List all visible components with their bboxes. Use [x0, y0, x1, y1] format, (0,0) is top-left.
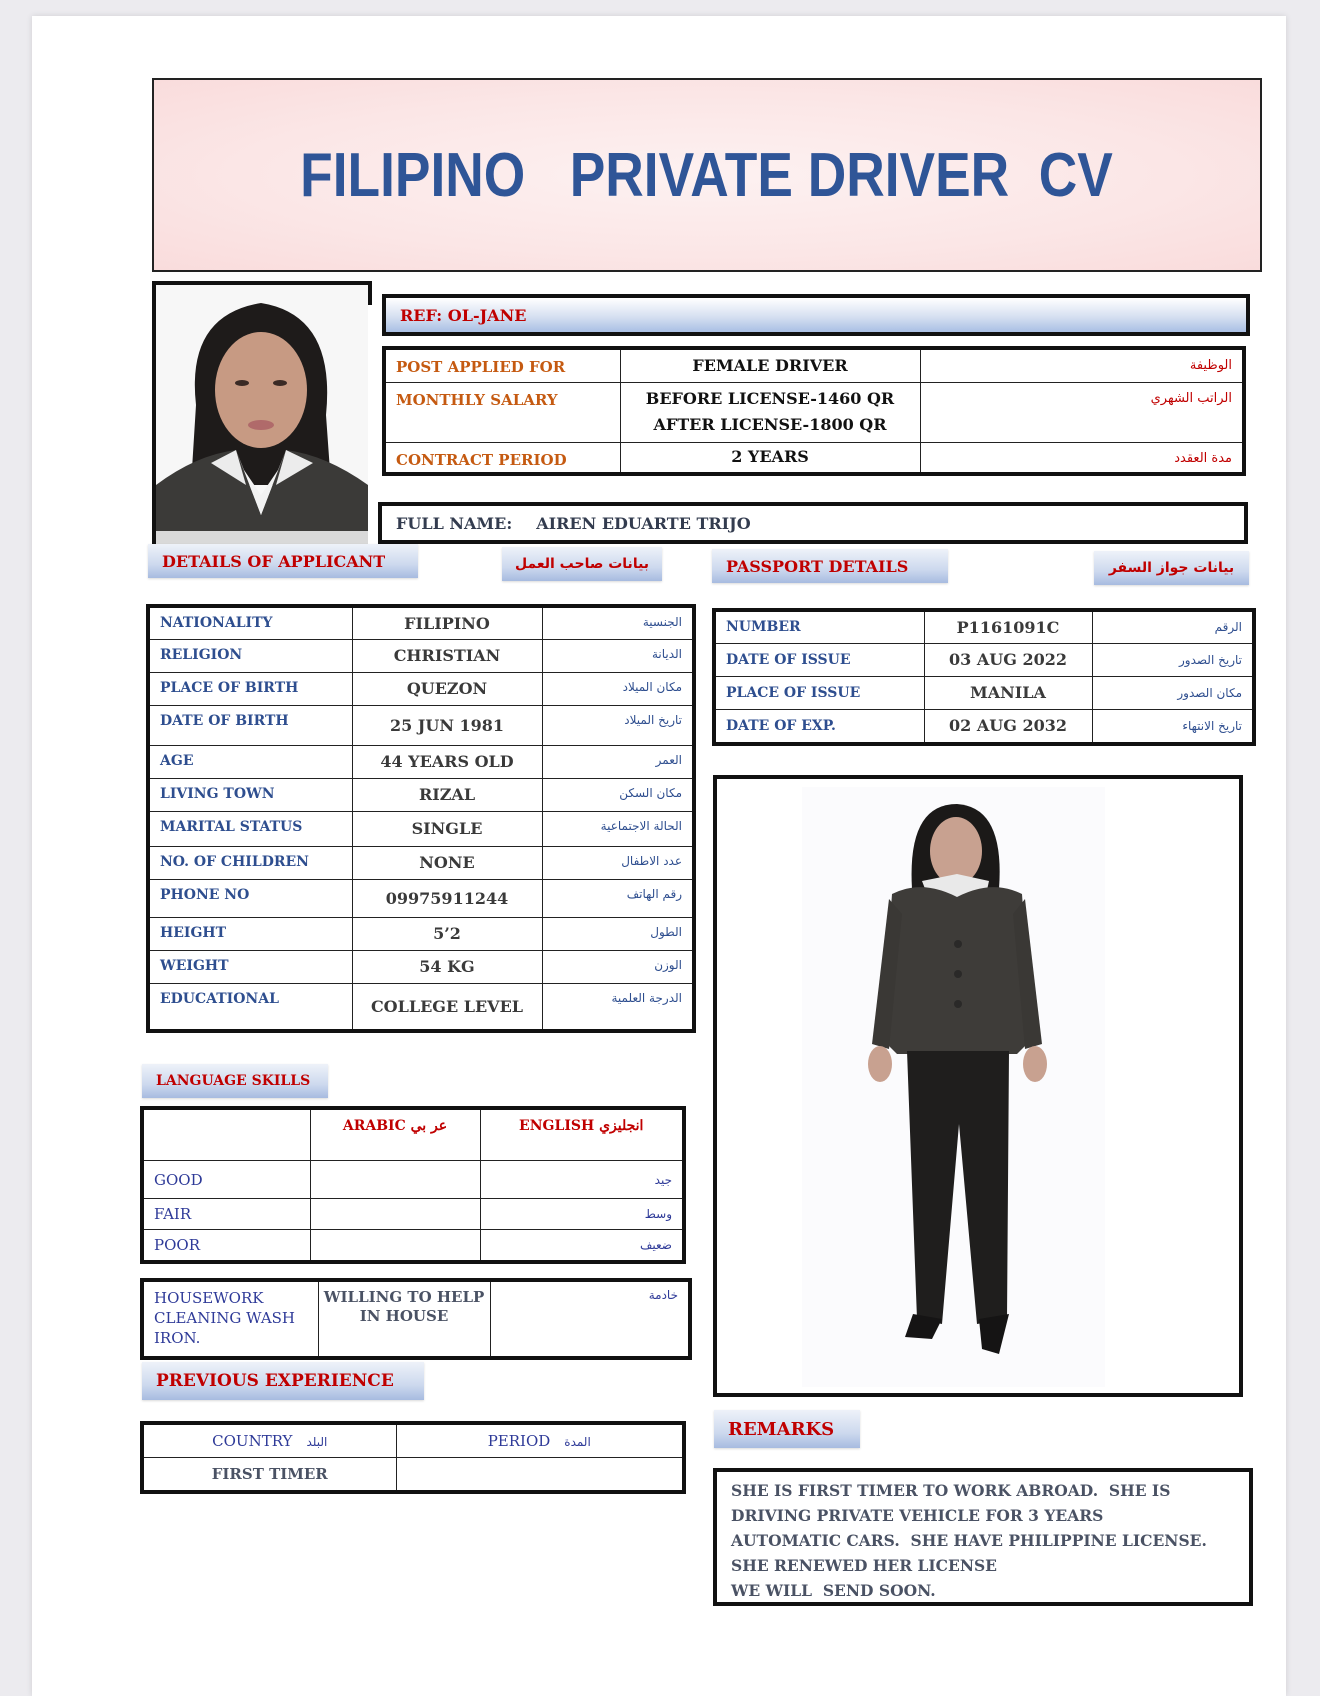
- housework-value-line: WILLING TO HELP: [323, 1288, 485, 1306]
- details-arabic: الطول: [542, 917, 694, 950]
- salary-before-license: BEFORE LICENSE-1460 QR: [645, 389, 895, 408]
- details-arabic: مكان السكن: [542, 778, 694, 811]
- table-row: [148, 950, 694, 983]
- full-body-photo: [713, 775, 1243, 1397]
- passport-value: P1161091C: [924, 610, 1092, 643]
- exp-period-label: PERIOD: [487, 1432, 551, 1450]
- details-label: HEIGHT: [148, 917, 352, 950]
- cv-page: [32, 16, 1286, 1696]
- table-row: [148, 639, 694, 672]
- remarks-heading-text: REMARKS: [728, 1418, 835, 1440]
- passport-label: PLACE OF ISSUE: [714, 676, 924, 709]
- details-label: MARITAL STATUS: [148, 811, 352, 846]
- housework-value: [318, 1280, 490, 1358]
- details-arabic: رقم الهاتف: [542, 879, 694, 917]
- details-label: NATIONALITY: [148, 606, 352, 639]
- passport-label: DATE OF EXP.: [714, 709, 924, 744]
- language-skills-table: [140, 1106, 686, 1264]
- details-arabic: تاريخ الميلاد: [542, 705, 694, 745]
- details-label: LIVING TOWN: [148, 778, 352, 811]
- contract-period-label: CONTRACT PERIOD: [384, 442, 620, 474]
- applicant-details-table: [146, 604, 696, 1033]
- table-row: [384, 382, 1244, 442]
- details-heading: [148, 544, 418, 578]
- table-row: [714, 676, 1254, 709]
- passport-heading: [712, 549, 948, 583]
- post-applied-label: POST APPLIED FOR: [384, 348, 620, 382]
- housework-line: IRON.: [154, 1329, 201, 1347]
- table-row: [142, 1108, 684, 1161]
- title-banner: [152, 78, 1262, 272]
- monthly-salary-label: MONTHLY SALARY: [384, 382, 620, 442]
- full-name-value: AIREN EDUARTE TRIJO: [536, 513, 751, 533]
- lang-level-good-arabic: جيد: [480, 1161, 684, 1199]
- monthly-salary-value: [620, 382, 920, 442]
- table-row: [142, 1161, 684, 1199]
- table-row: [148, 917, 694, 950]
- details-heading-text: DETAILS OF APPLICANT: [162, 551, 386, 571]
- contract-period-value: 2 YEARS: [620, 442, 920, 474]
- lang-level-poor-arabic: ضعيف: [480, 1230, 684, 1263]
- details-label: AGE: [148, 745, 352, 778]
- details-label: NO. OF CHILDREN: [148, 846, 352, 879]
- lang-arabic-fair: [310, 1199, 480, 1230]
- details-label: WEIGHT: [148, 950, 352, 983]
- details-value: FILIPINO: [352, 606, 542, 639]
- table-row: [142, 1423, 684, 1458]
- exp-country-arabic: البلد: [306, 1435, 328, 1449]
- housework-line: HOUSEWORK: [154, 1289, 264, 1307]
- details-arabic: الحالة الاجتماعية: [542, 811, 694, 846]
- language-heading: [142, 1064, 328, 1098]
- passport-arabic: مكان الصدور: [1092, 676, 1254, 709]
- details-arabic: الدرجة العلمية: [542, 983, 694, 1031]
- remarks-line: WE WILL SEND SOON.: [731, 1581, 936, 1600]
- exp-period-arabic: المدة: [564, 1435, 591, 1449]
- portrait-photo: [152, 281, 372, 559]
- lang-header-arabic: ARABIC عر بي: [310, 1108, 480, 1161]
- full-body-photo-image: [717, 779, 1239, 1393]
- lang-level-poor: POOR: [142, 1230, 310, 1263]
- passport-table: [712, 608, 1256, 746]
- portrait-photo-image: [156, 285, 368, 547]
- details-label: PHONE NO: [148, 879, 352, 917]
- passport-arabic: تاريخ الانتهاء: [1092, 709, 1254, 744]
- experience-heading-text: PREVIOUS EXPERIENCE: [156, 1371, 394, 1391]
- full-name-label: FULL NAME:: [396, 513, 513, 533]
- details-value: CHRISTIAN: [352, 639, 542, 672]
- lang-level-fair-arabic: وسط: [480, 1199, 684, 1230]
- details-value: 09975911244: [352, 879, 542, 917]
- passport-arabic: الرقم: [1092, 610, 1254, 643]
- table-row: [148, 705, 694, 745]
- details-value: 5’2: [352, 917, 542, 950]
- details-value: NONE: [352, 846, 542, 879]
- contract-period-arabic: مدة العقدد: [920, 442, 1244, 474]
- experience-table: [140, 1421, 686, 1494]
- table-row: [148, 606, 694, 639]
- passport-arabic: تاريخ الصدور: [1092, 643, 1254, 676]
- remarks-line: SHE RENEWED HER LICENSE: [731, 1556, 997, 1575]
- exp-period-value: [396, 1458, 684, 1493]
- table-row: [714, 643, 1254, 676]
- details-label: DATE OF BIRTH: [148, 705, 352, 745]
- details-value: RIZAL: [352, 778, 542, 811]
- table-row: [384, 442, 1244, 474]
- table-row: [148, 879, 694, 917]
- table-row: [148, 811, 694, 846]
- remarks-line: DRIVING PRIVATE VEHICLE FOR 3 YEARS: [731, 1506, 1104, 1525]
- housework-table: [140, 1278, 692, 1360]
- reference-code: REF: OL-JANE: [400, 305, 527, 325]
- lang-header-blank: [142, 1108, 310, 1161]
- passport-heading-arabic-text: بيانات جواز السفر: [1108, 560, 1235, 576]
- salary-after-license: AFTER LICENSE-1800 QR: [653, 415, 887, 434]
- lang-level-fair: FAIR: [142, 1199, 310, 1230]
- page-title: FILIPINO PRIVATE DRIVER CV: [300, 140, 1114, 210]
- details-arabic: الديانة: [542, 639, 694, 672]
- full-name-bar: [378, 502, 1248, 544]
- details-arabic: الجنسية: [542, 606, 694, 639]
- post-applied-value: FEMALE DRIVER: [620, 348, 920, 382]
- details-heading-arabic: [502, 547, 662, 581]
- monthly-salary-arabic: الراتب الشهري: [920, 382, 1244, 442]
- passport-label: DATE OF ISSUE: [714, 643, 924, 676]
- table-row: [148, 983, 694, 1031]
- housework-value-line: IN HOUSE: [359, 1307, 449, 1325]
- lang-level-good: GOOD: [142, 1161, 310, 1199]
- details-value: SINGLE: [352, 811, 542, 846]
- experience-heading: [142, 1362, 424, 1400]
- details-value: 44 YEARS OLD: [352, 745, 542, 778]
- table-row: [142, 1230, 684, 1263]
- table-row: [384, 348, 1244, 382]
- details-value: 54 KG: [352, 950, 542, 983]
- details-label: EDUCATIONAL: [148, 983, 352, 1031]
- post-applied-arabic: الوظيفة: [920, 348, 1244, 382]
- passport-label: NUMBER: [714, 610, 924, 643]
- language-heading-text: LANGUAGE SKILLS: [156, 1073, 311, 1089]
- remarks-line: AUTOMATIC CARS. SHE HAVE PHILIPPINE LICENSE.: [731, 1531, 1207, 1550]
- exp-header-country: [142, 1423, 396, 1458]
- reference-bar: [382, 294, 1250, 336]
- housework-label: [142, 1280, 318, 1358]
- remarks-heading: [714, 1410, 860, 1448]
- table-row: [148, 745, 694, 778]
- table-row: [142, 1458, 684, 1493]
- table-row: [148, 846, 694, 879]
- lang-header-english: ENGLISH انجليزي: [480, 1108, 684, 1161]
- remarks-line: SHE IS FIRST TIMER TO WORK ABROAD. SHE IS: [731, 1481, 1171, 1500]
- passport-value: 02 AUG 2032: [924, 709, 1092, 744]
- passport-value: MANILA: [924, 676, 1092, 709]
- details-arabic: عدد الاطفال: [542, 846, 694, 879]
- table-row: [148, 778, 694, 811]
- details-label: RELIGION: [148, 639, 352, 672]
- table-row: [714, 709, 1254, 744]
- exp-country-label: COUNTRY: [212, 1432, 293, 1450]
- passport-heading-text: PASSPORT DETAILS: [726, 556, 909, 576]
- details-value: COLLEGE LEVEL: [352, 983, 542, 1031]
- exp-header-period: [396, 1423, 684, 1458]
- details-arabic: الوزن: [542, 950, 694, 983]
- housework-arabic: خادمة: [490, 1280, 690, 1358]
- passport-heading-arabic: [1094, 551, 1249, 585]
- passport-value: 03 AUG 2022: [924, 643, 1092, 676]
- details-arabic: مكان الميلاد: [542, 672, 694, 705]
- table-row: [142, 1199, 684, 1230]
- details-label: PLACE OF BIRTH: [148, 672, 352, 705]
- housework-line: CLEANING WASH: [154, 1309, 296, 1327]
- details-arabic: العمر: [542, 745, 694, 778]
- remarks-box: [713, 1468, 1253, 1606]
- table-row: [714, 610, 1254, 643]
- job-table: [382, 346, 1246, 476]
- exp-country-value: FIRST TIMER: [142, 1458, 396, 1493]
- details-value: 25 JUN 1981: [352, 705, 542, 745]
- details-heading-arabic-text: بيانات صاحب العمل: [514, 556, 650, 572]
- lang-arabic-poor: [310, 1230, 480, 1263]
- table-row: [142, 1280, 690, 1358]
- details-value: QUEZON: [352, 672, 542, 705]
- lang-arabic-good: [310, 1161, 480, 1199]
- table-row: [148, 672, 694, 705]
